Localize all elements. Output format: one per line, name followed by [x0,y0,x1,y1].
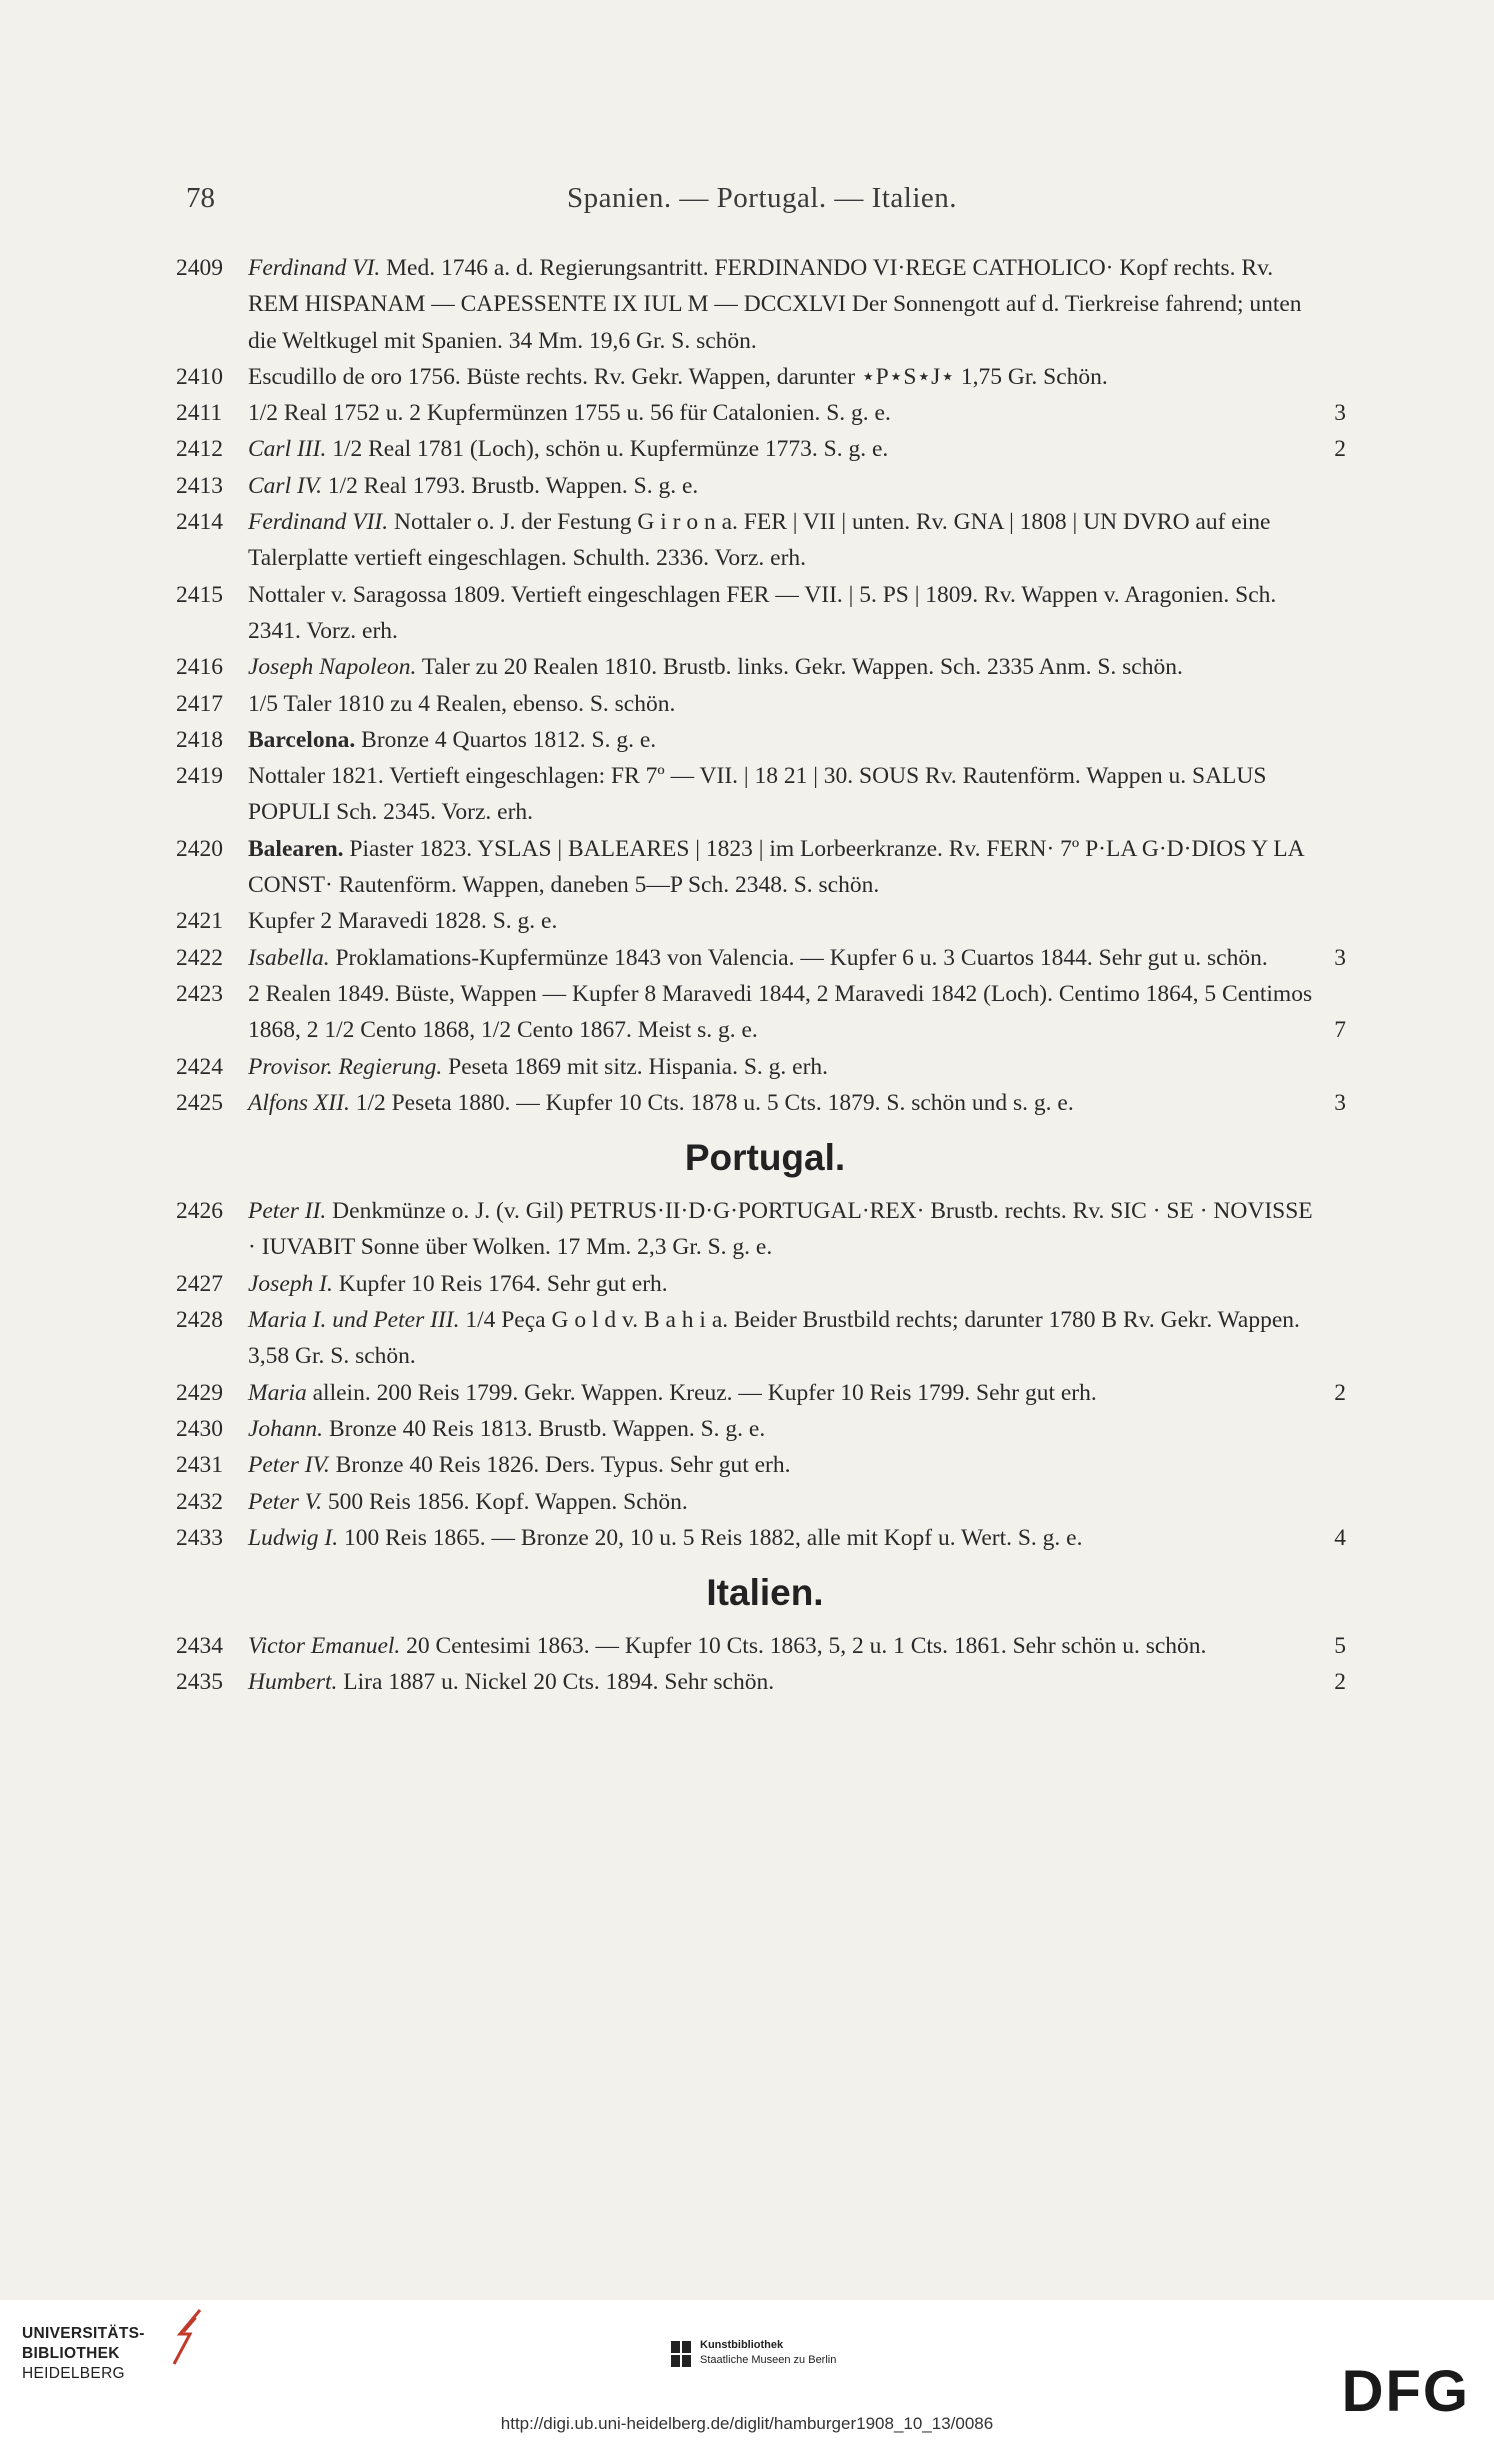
lot-number: 2409 [176,255,223,281]
lot-number: 2417 [176,690,223,717]
running-title: Spanien. — Portugal. — Italien. [566,182,958,214]
lot-price: 3 [1334,400,1346,427]
lot-description: Bronze 40 Reis 1813. Brustb. Wappen. S. g. e. [323,1415,766,1442]
lot-description: Piaster 1823. YSLAS | BALEARES | 1823 | im Lorbeerkranze. Rv. FERN· 7º P·LA G·D·DIOS Y LA CONST· Rautenförm. Wappen, daneben 5—P Sch. 2348. S. schön. [248,835,1304,899]
lot-number: 2410 [176,363,223,390]
catalog-entries [176,250,1354,1701]
catalog-entry [176,1447,1354,1483]
catalog-entry [176,1411,1354,1447]
catalog-entry [176,686,1354,722]
ruler-name: Isabella. [248,944,330,971]
lot-number: 2418 [176,726,223,753]
ruler-name: Peter V. [248,1488,322,1515]
catalog-entry [176,903,1354,939]
permalink-url[interactable]: http://digi.ub.uni-heidelberg.de/diglit/hamburger1908_10_13/0086 [500,2414,994,2433]
ruler-name: Provisor. Regierung. [248,1053,443,1080]
dfg-logo[interactable]: DFG [1341,2359,1470,2424]
lot-description: 500 Reis 1856. Kopf. Wappen. Schön. [321,1488,688,1515]
place-name: Balearen. [248,835,344,862]
lot-number: 2422 [176,944,223,971]
lot-number: 2429 [176,1379,223,1406]
lot-description: Kupfer 2 Maravedi 1828. S. g. e. [248,908,558,935]
catalog-entry [176,1049,1354,1085]
place-name: Barcelona. [248,726,356,753]
lot-price: 4 [1334,1524,1346,1551]
lot-price: 2 [1334,1669,1346,1696]
catalog-entry [176,1302,1354,1375]
lot-description: 1/2 Real 1781 (Loch), schön u. Kupfermünze 1773. S. g. e. [326,436,889,463]
ruler-name: Ludwig I. [248,1524,339,1551]
section-heading-italien: Italien. [706,1572,824,1614]
ruler-name: Johann. [248,1415,324,1442]
lot-description: 1/2 Real 1793. Brustb. Wappen. S. g. e. [322,472,699,499]
ruler-name: Joseph Napoleon. [248,654,417,681]
lot-number: 2425 [176,1089,223,1116]
catalog-entry [176,468,1354,504]
lot-description: Bronze 40 Reis 1826. Ders. Typus. Sehr gut erh. [329,1452,791,1479]
lot-description: Taler zu 20 Realen 1810. Brustb. links. Gekr. Wappen. Sch. 2335 Anm. S. schön. [416,654,1183,681]
catalog-entry [176,1266,1354,1302]
lot-number: 2426 [176,1198,223,1225]
kunstbibliothek-emblem-icon [670,2340,692,2368]
lot-description: Peseta 1869 mit sitz. Hispania. S. g. erh. [442,1053,829,1080]
lot-number: 2412 [176,436,223,463]
lot-description: 1/5 Taler 1810 zu 4 Realen, ebenso. S. schön. [248,690,676,717]
catalog-entry [176,1484,1354,1520]
lot-number: 2421 [176,908,223,935]
ub-logo-line3: HEIDELBERG [22,2365,125,2382]
ruler-name: Maria [248,1379,307,1406]
lot-description: 1/2 Peseta 1880. — Kupfer 10 Cts. 1878 u. 5 Cts. 1879. S. schön und s. g. e. [349,1089,1074,1116]
lot-description: Lira 1887 u. Nickel 20 Cts. 1894. Sehr schön. [337,1669,775,1696]
ruler-name: Alfons XII. [248,1089,350,1116]
lot-number: 2427 [176,1270,223,1297]
lot-number: 2428 [176,1307,223,1334]
kb-logo-line1: Kunstbibliothek [700,2339,784,2351]
catalog-entry [176,976,1354,1049]
lot-number: 2434 [176,1633,223,1660]
lot-number: 2420 [176,835,223,862]
lot-price: 3 [1334,944,1346,971]
ub-emblem-icon [166,2304,206,2376]
page-number: 78 [186,182,215,214]
ruler-name: Ferdinand VII. [248,509,389,536]
catalog-entry [176,577,1354,650]
page-header [182,182,1342,222]
lot-number: 2435 [176,1669,223,1696]
lot-number: 2424 [176,1053,223,1080]
lot-description: 100 Reis 1865. — Bronze 20, 10 u. 5 Reis 1882, alle mit Kopf u. Wert. S. g. e. [338,1524,1083,1551]
lot-number: 2414 [176,509,223,536]
lot-description: allein. 200 Reis 1799. Gekr. Wappen. Kreuz. — Kupfer 10 Reis 1799. Sehr gut erh. [306,1379,1097,1406]
lot-number: 2431 [176,1452,223,1479]
lot-number: 2415 [176,581,223,608]
lot-number: 2433 [176,1524,223,1551]
lot-number: 2413 [176,472,223,499]
ruler-name: Victor Emanuel. [248,1633,401,1660]
lot-price: 5 [1334,1633,1346,1660]
lot-price: 2 [1334,1379,1346,1406]
lot-price: 7 [1334,1017,1346,1044]
footer-bar [0,2300,1494,2445]
catalog-entry [176,1085,1354,1121]
catalog-entry [176,831,1354,904]
lot-number: 2430 [176,1415,223,1442]
lot-number: 2423 [176,980,223,1007]
ub-logo-line2: BIBLIOTHEK [22,2345,120,2362]
lot-description: Nottaler 1821. Vertieft eingeschlagen: FR 7º — VII. | 18 21 | 30. SOUS Rv. Rautenförm. Wappen u. SALUS POPULI Sch. 2345. Vorz. erh. [248,763,1267,826]
lot-description: Bronze 4 Quartos 1812. S. g. e. [355,726,657,753]
lot-description: 1/2 Real 1752 u. 2 Kupfermünzen 1755 u. 56 für Catalonien. S. g. e. [248,400,891,427]
catalog-entry [176,1375,1354,1411]
catalog-entry [176,649,1354,685]
catalog-entry [176,504,1354,577]
catalog-entry [176,250,1354,359]
lot-description: Denkmünze o. J. (v. Gil) PETRUS·II·D·G·PORTUGAL·REX· Brustb. rechts. Rv. SIC · SE · NOVISSE · IUVABIT Sonne über Wolken. 17 Mm. 2,3 Gr. S. g. e. [248,1198,1313,1261]
lot-price: 2 [1334,436,1346,463]
lot-description: Nottaler v. Saragossa 1809. Vertieft eingeschlagen FER — VII. | 5. PS | 1809. Rv. Wappen v. Aragonien. Sch. 2341. Vorz. erh. [248,581,1277,644]
kunstbibliothek-logo[interactable] [700,2338,836,2368]
lot-description: Proklamations-Kupfermünze 1843 von Valencia. — Kupfer 6 u. 3 Cuartos 1844. Sehr gut u. schön. [329,944,1268,971]
catalog-entry [176,1193,1354,1266]
lot-number: 2419 [176,763,223,790]
lot-price: 3 [1334,1089,1346,1116]
ruler-name: Carl III. [248,436,327,463]
lot-description: Kupfer 10 Reis 1764. Sehr gut erh. [332,1270,668,1297]
ruler-name: Joseph I. [248,1270,333,1297]
lot-number: 2416 [176,654,223,681]
lot-description: Nottaler o. J. der Festung G i r o n a. FER | VII | unten. Rv. GNA | 1808 | UN DVRO auf eine Talerplatte vertieft eingeschlagen. Schulth. 2336. Vorz. erh. [248,509,1271,572]
ub-logo-line1: UNIVERSITÄTS- [22,2325,145,2342]
section-heading-portugal: Portugal. [684,1137,846,1179]
ruler-name: Humbert. [248,1669,338,1696]
kb-logo-line2: Staatliche Museen zu Berlin [700,2354,837,2366]
ruler-name: Ferdinand VI. [248,255,381,281]
catalog-entry [176,1520,1354,1556]
ruler-name: Maria I. und Peter III. [248,1307,460,1334]
catalog-entry [176,940,1354,976]
catalog-entry [176,1628,1354,1664]
lot-description: 20 Centesimi 1863. — Kupfer 10 Cts. 1863, 5, 2 u. 1 Cts. 1861. Sehr schön u. schön. [400,1633,1207,1660]
ruler-name: Carl IV. [248,472,322,499]
lot-description: Escudillo de oro 1756. Büste rechts. Rv. Gekr. Wappen, darunter ⋆P⋆S⋆J⋆ 1,75 Gr. Schön. [248,363,1108,390]
ruler-name: Peter IV. [248,1452,330,1479]
lot-number: 2432 [176,1488,223,1515]
catalog-entry [176,722,1354,758]
lot-description: 1/4 Peça G o l d v. B a h i a. Beider Brustbild rechts; darunter 1780 B Rv. Gekr. Wappen. 3,58 Gr. S. schön. [248,1307,1300,1370]
catalog-entry [176,395,1354,431]
lot-description: 2 Realen 1849. Büste, Wappen — Kupfer 8 Maravedi 1844, 2 Maravedi 1842 (Loch). Centimo 1864, 5 Centimos 1868, 2 1/2 Cento 1868, 1/2 Cento 1867. Meist s. g. e. [248,980,1313,1044]
lot-number: 2411 [176,400,223,427]
catalog-entry [176,1664,1354,1700]
catalog-entry [176,758,1354,831]
lot-description: Med. 1746 a. d. Regierungsantritt. FERDINANDO VI·REGE CATHOLICO· Kopf rechts. Rv. REM HISPANAM — CAPESSENTE IX IUL M — DCCXLVI Der Sonnengott auf d. Tierkreise fahrend; unten die Weltkugel mit Spanien. 34 Mm. 19,6 Gr. S. schön. [248,255,1302,354]
catalog-entry [176,359,1354,395]
catalog-entry [176,431,1354,467]
ruler-name: Peter II. [248,1198,327,1225]
